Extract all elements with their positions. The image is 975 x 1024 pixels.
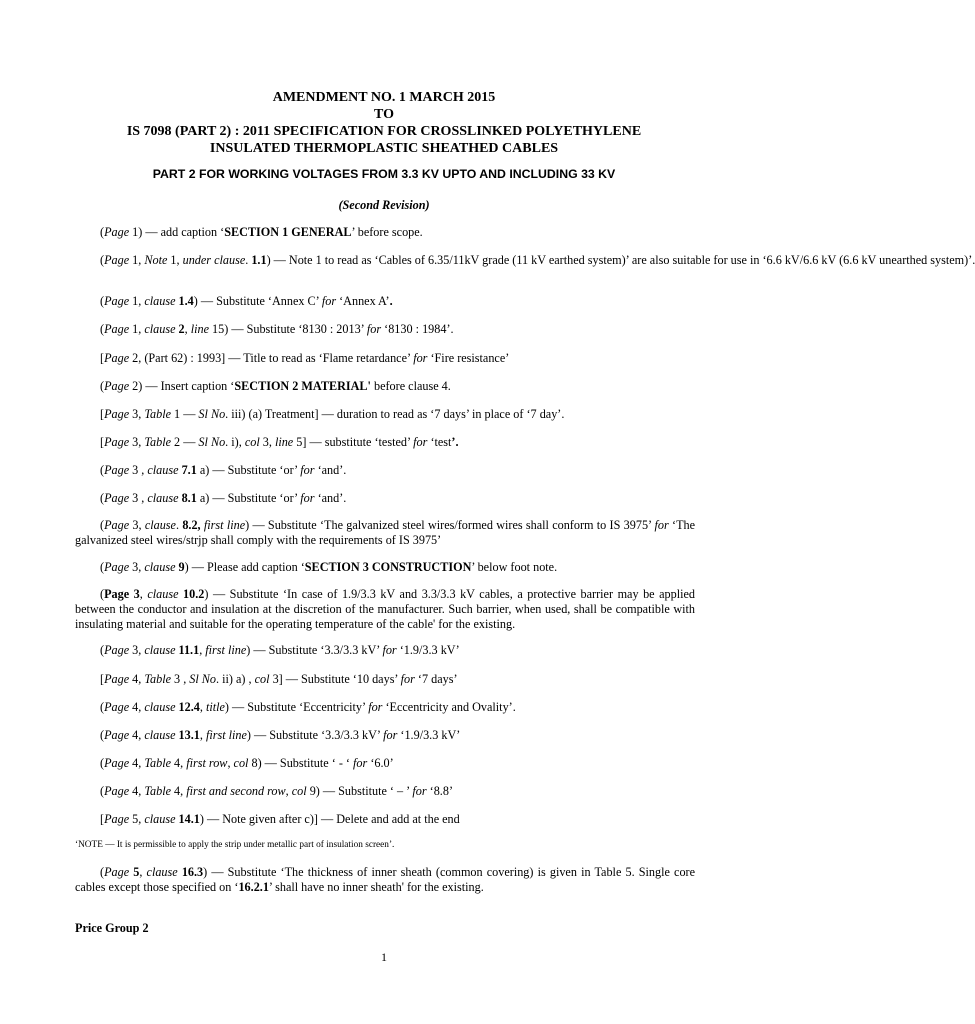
standard-title-line-1: IS 7098 (PART 2) : 2011 SPECIFICATION FOR CROSSLINKED POLYETHYLENE [126,124,642,139]
amendment-item: (Page 3, clause. 8.2, first line) — Substitute ‘The galvanized steel wires/formed wires shall conform to IS 3975’ for ‘The galvanized steel wires/strjp shall comply with the requirements of IS 3975’ [75,518,696,547]
revision-label: (Second Revision) [338,198,430,212]
amendment-item: (Page 4, Table 4, first row, col 8) — Substitute ‘ - ‘ for ‘6.0’ [100,756,394,770]
amendment-item: (Page 4, clause 13.1, first line) — Substitute ‘3.3/3.3 kV’ for ‘1.9/3.3 kV’ [100,728,461,742]
part-subheading: PART 2 FOR WORKING VOLTAGES FROM 3.3 KV UPTO AND INCLUDING 33 KV [152,167,616,181]
amendment-title: AMENDMENT NO. 1 MARCH 2015 [272,90,496,105]
note-text: ‘NOTE — It is permissible to apply the strip under metallic part of insulation screen’. [75,840,395,850]
amendment-item: (Page 1, Note 1, under clause. 1.1) — Note 1 to read as ‘Cables of 6.35/11kV grade (11 kV earthed system)’ are also suitable for use in ‘6.6 kV/6.6 kV (6.6 kV unearthed system)’. [100,253,975,267]
amendment-item: [Page 4, Table 3 , Sl No. ii) a) , col 3] — Substitute ‘10 days’ for ‘7 days’ [100,672,458,686]
amendment-item: [Page 3, Table 1 — Sl No. iii) (a) Treatment] — duration to read as ‘7 days’ in place of ‘7 day’. [100,407,565,421]
amendment-item: (Page 2) — Insert caption ‘SECTION 2 MATERIAL' before clause 4. [100,379,451,393]
amendment-item: (Page 1, clause 1.4) — Substitute ‘Annex C’ for ‘Annex A’. [100,294,393,308]
amendment-item: (Page 3, clause 10.2) — Substitute ‘In case of 1.9/3.3 kV and 3.3/3.3 kV cables, a protective barrier may be applied between the conductor and insulation at the discretion of the manufacturer. Such barrier, when used, shall be compatible with insulating material and suitable for the operating temperature of the cable' for the existing. [75,587,696,631]
amendment-item: (Page 5, clause 16.3) — Substitute ‘The thickness of inner sheath (common covering) is given in Table 5. Single core cables except those specified on ‘16.2.1’ shall have no inner sheath' for the existing. [75,865,696,894]
amendment-item: (Page 4, clause 12.4, title) — Substitute ‘Eccentricity’ for ‘Eccentricity and Ovality’. [100,700,516,714]
price-group: Price Group 2 [75,921,149,935]
amendment-title-to: TO [374,107,394,122]
amendment-item: (Page 1) — add caption ‘SECTION 1 GENERAL’ before scope. [100,225,423,239]
amendment-item: (Page 3, clause 11.1, first line) — Substitute ‘3.3/3.3 kV’ for ‘1.9/3.3 kV’ [100,643,460,657]
page-number: 1 [381,950,387,964]
amendment-item: [Page 3, Table 2 — Sl No. i), col 3, line 5] — substitute ‘tested’ for ‘test’. [100,435,459,449]
amendment-item: (Page 4, Table 4, first and second row, col 9) — Substitute ‘ – ’ for ‘8.8’ [100,784,454,798]
amendment-item: [Page 5, clause 14.1) — Note given after c)] — Delete and add at the end [100,812,460,826]
amendment-item: (Page 3, clause 9) — Please add caption ‘SECTION 3 CONSTRUCTION’ below foot note. [100,560,558,574]
amendment-item: [Page 2, (Part 62) : 1993] — Title to read as ‘Flame retardance’ for ‘Fire resistance’ [100,351,510,365]
amendment-item: (Page 3 , clause 8.1 a) — Substitute ‘or’ for ‘and’. [100,491,347,505]
amendment-item: (Page 3 , clause 7.1 a) — Substitute ‘or’ for ‘and’. [100,463,347,477]
amendment-item: (Page 1, clause 2, line 15) — Substitute ‘8130 : 2013’ for ‘8130 : 1984’. [100,322,454,336]
standard-title-line-2: INSULATED THERMOPLASTIC SHEATHED CABLES [209,141,559,156]
